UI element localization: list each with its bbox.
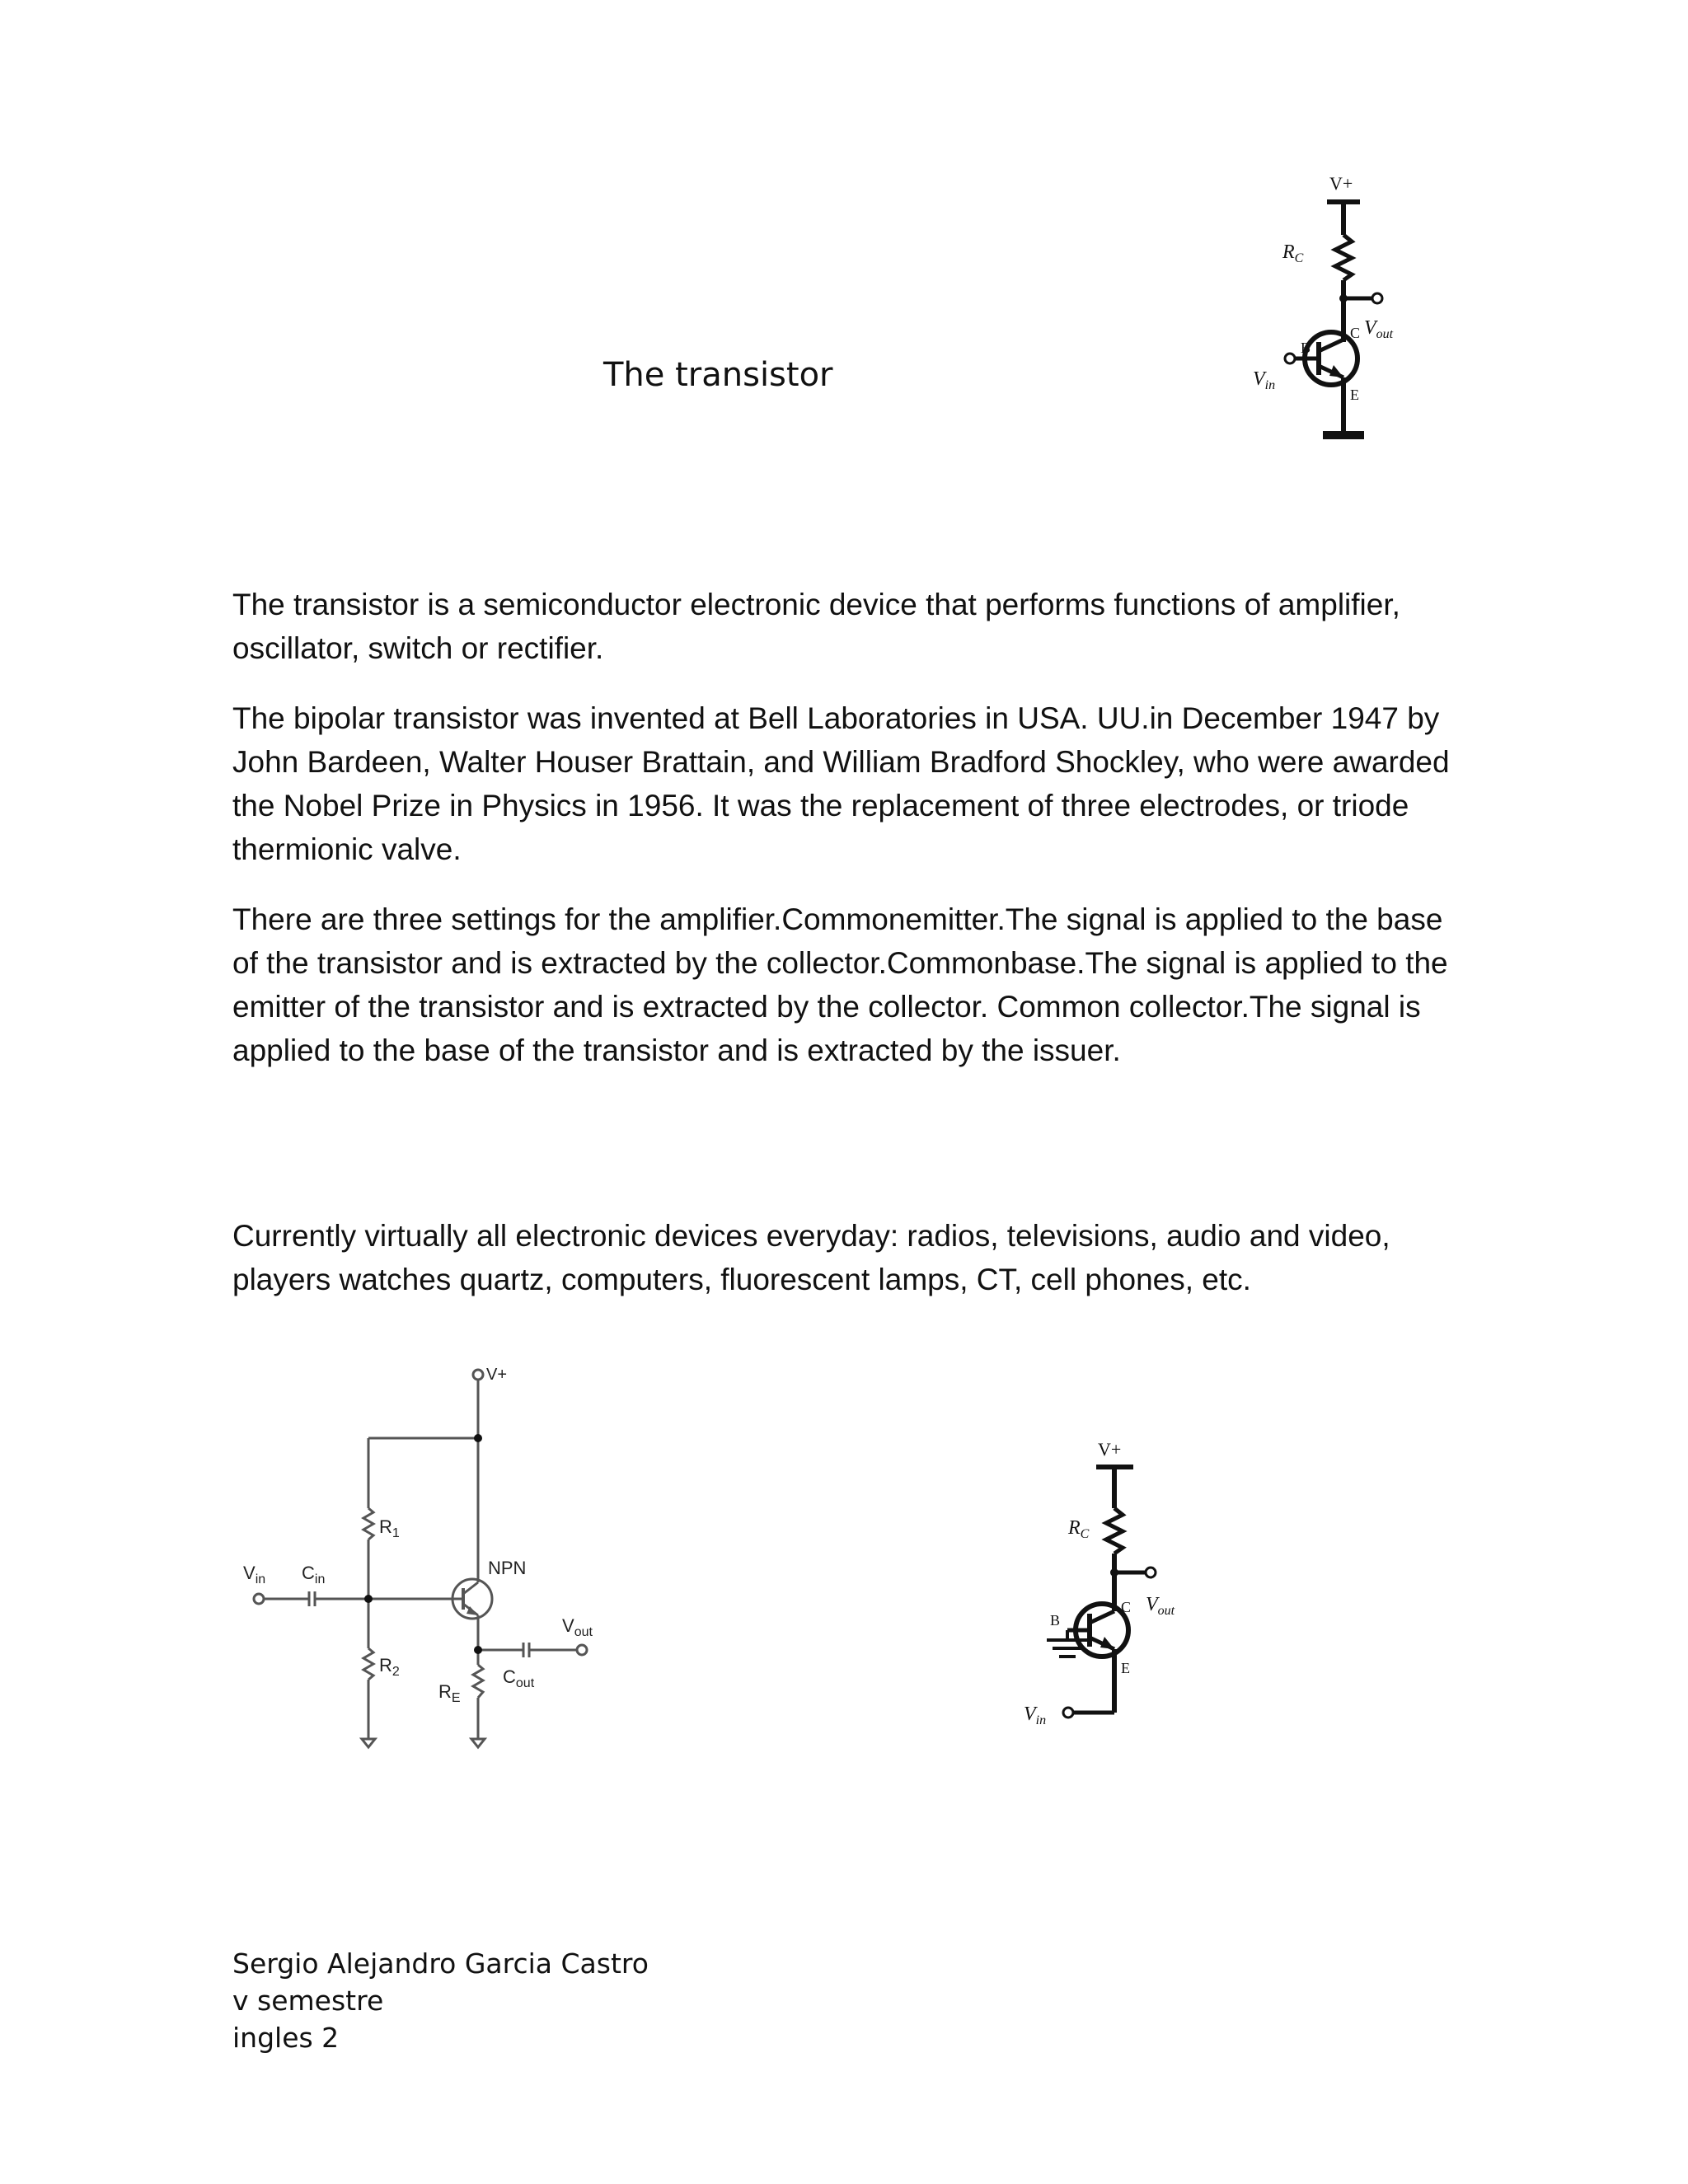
- rc-label: $R_C$: [1068, 1517, 1090, 1541]
- vin-terminal: [254, 1594, 264, 1604]
- vin-terminal: [1285, 354, 1295, 363]
- collector-leg: [1090, 1611, 1114, 1623]
- vplus-terminal: [473, 1370, 483, 1380]
- vplus-label: V+: [1098, 1439, 1122, 1460]
- collector-junction: [1110, 1568, 1118, 1577]
- vout-label: $V_{out}$: [1364, 317, 1394, 341]
- semester: v semestre: [232, 1985, 384, 2017]
- common-emitter-diagram: [1203, 165, 1434, 453]
- c-label: C: [1350, 325, 1361, 341]
- rc-label: $R_C$: [1282, 241, 1304, 265]
- vin-label: $V_{in}$: [1253, 368, 1276, 392]
- common-base-diagram: [997, 1434, 1245, 1747]
- top-junction: [474, 1434, 482, 1442]
- vout-terminal: [1372, 293, 1382, 303]
- vout-label: $V_{out}$: [562, 1615, 593, 1639]
- collector-junction: [1339, 294, 1348, 302]
- r2-ground: [362, 1739, 375, 1747]
- vout-terminal: [577, 1645, 587, 1655]
- voltage-divider-bias-diagram: [239, 1360, 626, 1788]
- collector-leg: [1319, 340, 1343, 351]
- vplus-label: V+: [1329, 173, 1353, 194]
- course: ingles 2: [232, 2022, 340, 2054]
- npn-label: NPN: [488, 1558, 527, 1578]
- re-label: $R_E$: [438, 1681, 461, 1705]
- e-label: E: [1121, 1660, 1130, 1676]
- re-ground: [471, 1739, 485, 1747]
- b-label: B: [1301, 340, 1311, 356]
- base-junction: [364, 1595, 373, 1603]
- page-title: The transistor: [603, 356, 833, 394]
- rc-resistor: [1106, 1508, 1123, 1554]
- cout-label: $C_{out}$: [503, 1666, 535, 1690]
- vplus-label: V+: [486, 1366, 508, 1384]
- body-text-applications: [232, 1214, 1452, 1328]
- b-label: B: [1050, 1612, 1061, 1629]
- paragraph-amplifier-settings: There are three settings for the amplifier.Commonemitter.The signal is applied to the base of the transistor and is extracted by the collector.Commonbase.The signal is applied to the emitter of the transistor and is extracted by the collector. Common collector.The signal is applied to the base of the transistor and is extracted by the issuer.: [232, 902, 1448, 1067]
- r2-label: $R_2$: [379, 1655, 400, 1679]
- emitter-arrow: [1100, 1637, 1114, 1649]
- emitter-arrow: [1329, 365, 1343, 377]
- cin-label: $C_{in}$: [302, 1563, 326, 1586]
- r2-resistor: [363, 1648, 373, 1680]
- author-name: Sergio Alejandro Garcia Castro: [232, 1947, 649, 1980]
- vin-label: $V_{in}$: [243, 1563, 266, 1586]
- vout-terminal: [1146, 1568, 1156, 1577]
- re-resistor: [473, 1665, 483, 1698]
- paragraph-definition: The transistor is a semiconductor electronic device that performs functions of amplifier, oscillator, switch or rectifier.: [232, 588, 1400, 665]
- e-label: E: [1350, 387, 1359, 403]
- c-label: C: [1121, 1599, 1132, 1615]
- npn-collector-leg: [463, 1582, 478, 1594]
- vout-label: $V_{out}$: [1146, 1594, 1175, 1618]
- emitter-junction: [474, 1646, 482, 1654]
- body-text: [232, 583, 1452, 1099]
- vin-terminal: [1063, 1708, 1073, 1718]
- r1-resistor: [363, 1508, 373, 1540]
- r1-label: $R_1$: [379, 1516, 400, 1540]
- vin-label: $V_{in}$: [1024, 1704, 1047, 1727]
- paragraph-history: The bipolar transistor was invented at Bell Laboratories in USA. UU.in December 1947 by John Bardeen, Walter Houser Brattain, and William Bradford Shockley, who were awarded the Nobel Prize in Physics in 1956. It was the replacement of three electrodes, or triode thermionic valve.: [232, 701, 1450, 866]
- footer: [232, 1945, 649, 2056]
- paragraph-applications: Currently virtually all electronic devices everyday: radios, televisions, audio and video, players watches quartz, computers, fluorescent lamps, CT, cell phones, etc.: [232, 1219, 1390, 1296]
- rc-resistor: [1335, 235, 1352, 280]
